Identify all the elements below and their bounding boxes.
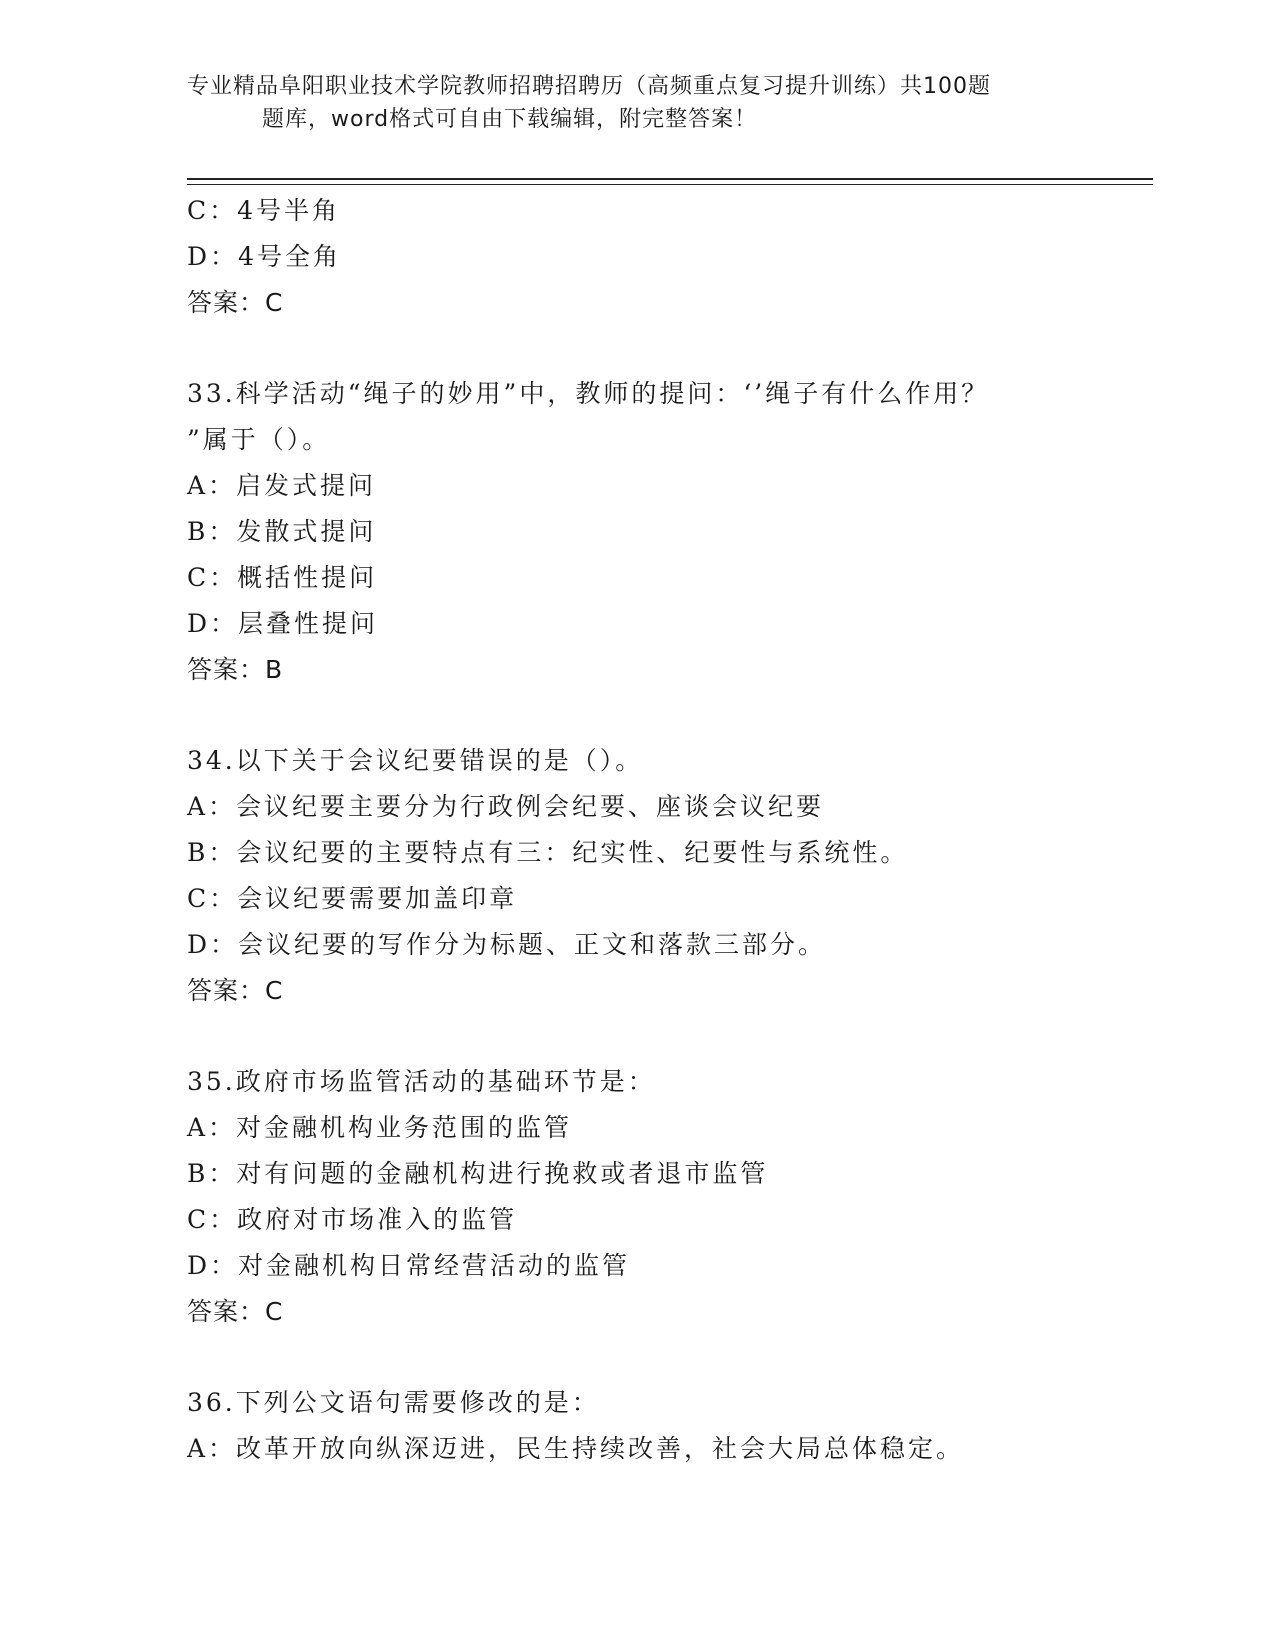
question-stem-continued: ”属于（）。 xyxy=(187,425,331,454)
option-a: A：会议纪要主要分为行政例会纪要、座谈会议纪要 xyxy=(187,792,825,821)
header-divider-thin xyxy=(187,184,1153,185)
question-block-33 xyxy=(187,371,1153,693)
question-block-35 xyxy=(187,1059,1153,1335)
option-c: C：会议纪要需要加盖印章 xyxy=(187,884,518,913)
spacer xyxy=(187,693,1153,738)
option-c: C：4号半角 xyxy=(187,196,341,225)
option-d: D：层叠性提问 xyxy=(187,609,379,638)
option-a: A：对金融机构业务范围的监管 xyxy=(187,1113,573,1142)
option-d: D：会议纪要的写作分为标题、正文和落款三部分。 xyxy=(187,930,827,959)
header-title-line1: 专业精品阜阳职业技术学院教师招聘招聘历（高频重点复习提升训练）共100题 xyxy=(187,74,991,99)
answer-line: 答案：B xyxy=(187,655,284,684)
answer-line: 答案：C xyxy=(187,976,284,1005)
option-c: C：概括性提问 xyxy=(187,563,378,592)
option-b: B：发散式提问 xyxy=(187,517,377,546)
option-c: C：政府对市场准入的监管 xyxy=(187,1205,518,1234)
question-block-36 xyxy=(187,1380,1153,1472)
option-a: A：改革开放向纵深迈进，民生持续改善，社会大局总体稳定。 xyxy=(187,1434,965,1463)
question-list xyxy=(187,188,1153,1472)
option-a: A：启发式提问 xyxy=(187,471,377,500)
spacer xyxy=(187,326,1153,371)
header-divider-thick xyxy=(187,178,1153,180)
question-block-34 xyxy=(187,738,1153,1014)
answer-line: 答案：C xyxy=(187,288,284,317)
question-stem: 35.政府市场监管活动的基础环节是： xyxy=(187,1067,656,1096)
option-b: B：对有问题的金融机构进行挽救或者退市监管 xyxy=(187,1159,769,1188)
spacer xyxy=(187,1335,1153,1380)
question-stem: 36.下列公文语句需要修改的是： xyxy=(187,1388,600,1417)
question-stem: 34.以下关于会议纪要错误的是（）。 xyxy=(187,746,644,775)
question-block-32 xyxy=(187,188,1153,326)
option-d: D：4号全角 xyxy=(187,242,341,271)
option-d: D：对金融机构日常经营活动的监管 xyxy=(187,1251,631,1280)
header-title-line2: 题库，word格式可自由下载编辑，附完整答案！ xyxy=(262,107,758,132)
answer-line: 答案：C xyxy=(187,1297,284,1326)
option-b: B：会议纪要的主要特点有三：纪实性、纪要性与系统性。 xyxy=(187,838,909,867)
document-header xyxy=(187,70,1067,136)
spacer xyxy=(187,1014,1153,1059)
question-stem: 33.科学活动“绳子的妙用”中，教师的提问：‘’绳子有什么作用？ xyxy=(187,379,990,408)
